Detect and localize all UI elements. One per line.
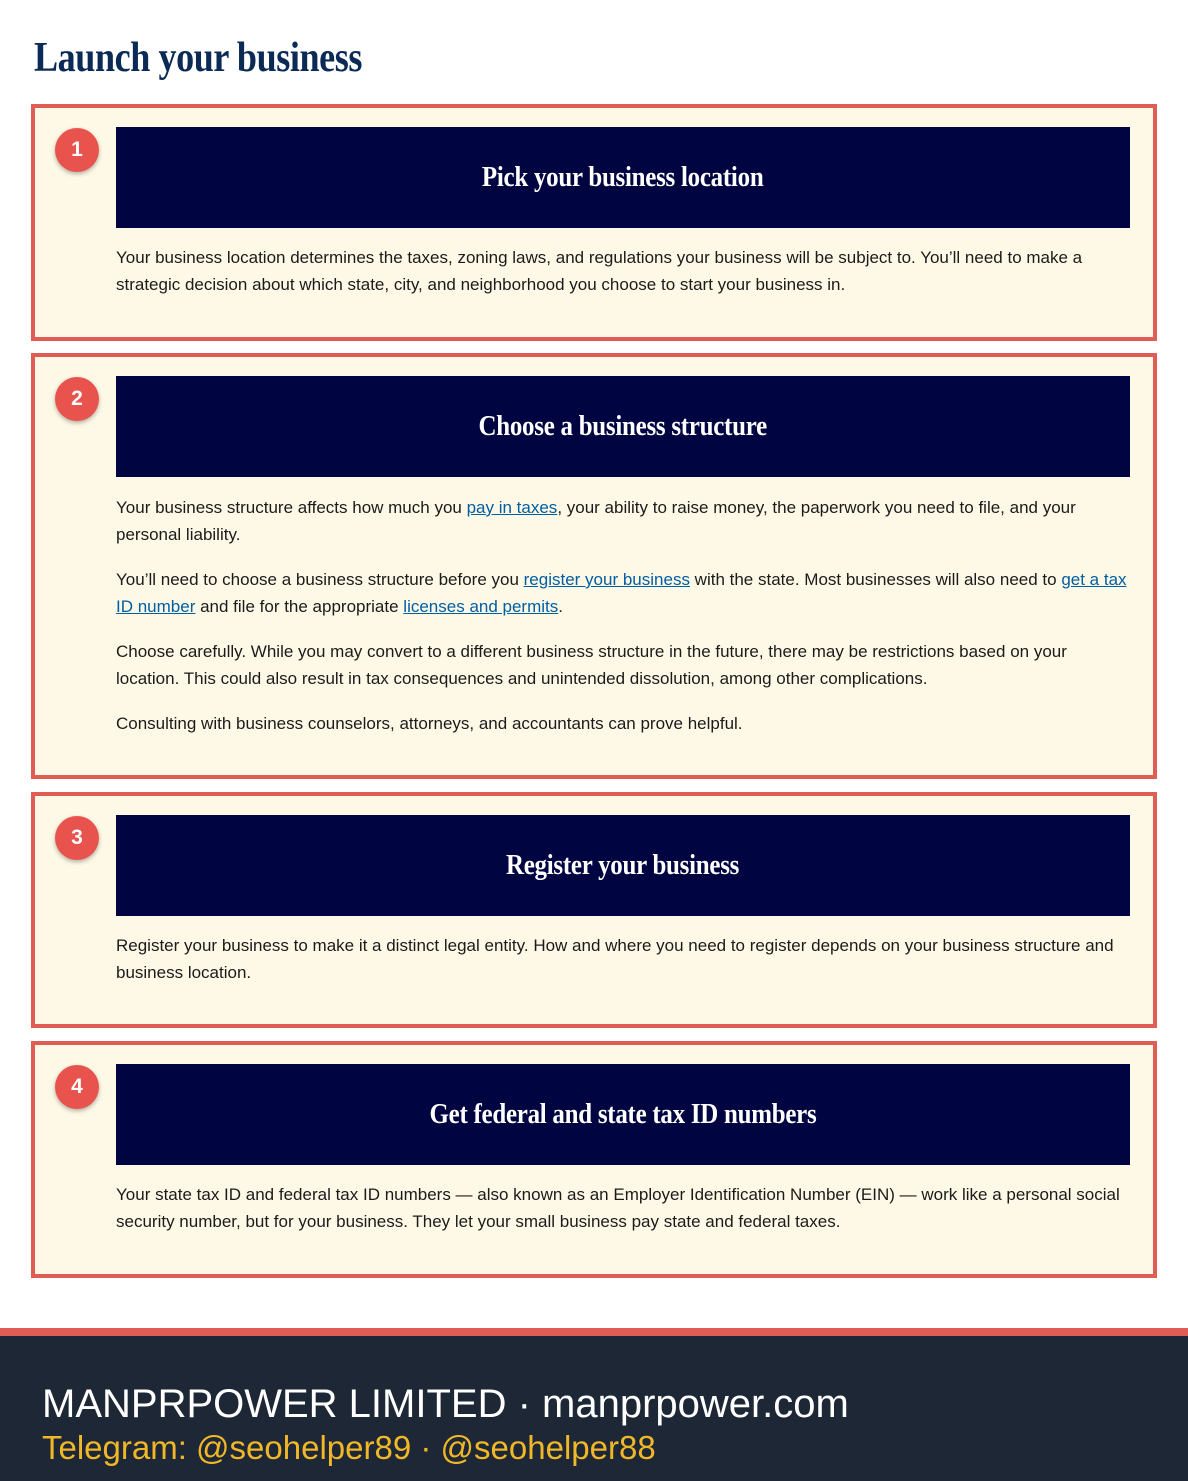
get-a-tax-id-number-link[interactable]: get a tax ID number [116,570,1127,616]
footer-telegram-line: Telegram: @seohelper89 · @seohelper88 [42,1429,656,1466]
step-paragraph [116,932,1132,986]
step-body [116,494,1132,755]
paragraph-text: with the state. Most businesses will also need to [689,570,1062,589]
step-title: Pick your business location [482,161,764,193]
step-card-3 [31,792,1157,1028]
step-title: Choose a business structure [478,410,768,442]
step-header [116,815,1130,916]
pay-in-taxes-link[interactable]: pay in taxes [466,498,558,517]
paragraph-text: . [558,597,563,616]
step-card-1 [31,104,1157,341]
step-header [116,376,1130,477]
paragraph-text: Your business location determines the taxes, zoning laws, and regulations your business will be subject to. You’ll need to make a strategic decision about which state, city, and neighborhood you choose to start your business in. [116,248,1083,294]
paragraph-text: Consulting with business counselors, attorneys, and accountants can prove helpful. [116,714,743,733]
step-paragraph [116,566,1132,620]
step-number-badge: 4 [55,1065,99,1109]
step-card-2 [31,353,1157,779]
page-title: Launch your business [34,35,363,81]
paragraph-text: Your state tax ID and federal tax ID numbers — also known as an Employer Identification Number (EIN) — work like a personal social security number, but for your business. They let your small business pay state and federal taxes. [116,1185,1120,1231]
step-body [116,1181,1132,1253]
paragraph-text: You’ll need to choose a business structure before you [116,570,524,589]
step-card-4 [31,1041,1157,1278]
register-your-business-link[interactable]: register your business [523,570,690,589]
step-paragraph [116,244,1132,298]
licenses-and-permits-link[interactable]: licenses and permits [403,597,559,616]
step-paragraph [116,1181,1132,1235]
step-header [116,127,1130,228]
footer-banner [0,1328,1188,1481]
paragraph-text: Choose carefully. While you may convert to a different business structure in the future, there may be restrictions based on your location. This could also result in tax consequences and unintended dissolution, among other complications. [116,642,1067,688]
paragraph-text: , your ability to raise money, the paperwork you need to file, and your personal liability. [116,498,1076,544]
paragraph-text: and file for the appropriate [195,597,404,616]
step-paragraph [116,494,1132,548]
step-title: Register your business [506,849,740,881]
paragraph-text: Register your business to make it a distinct legal entity. How and where you need to register depends on your business structure and business location. [116,936,1114,982]
step-body [116,932,1132,1004]
step-body [116,244,1132,316]
step-paragraph [116,710,1132,737]
step-title: Get federal and state tax ID numbers [429,1098,817,1130]
step-number-badge: 2 [55,377,99,421]
footer-company-line: MANPRPOWER LIMITED · manprpower.com [42,1382,849,1426]
step-number-badge: 1 [55,128,99,172]
paragraph-text: Your business structure affects how much you [116,498,467,517]
step-number-badge: 3 [55,816,99,860]
step-header [116,1064,1130,1165]
step-paragraph [116,638,1132,692]
